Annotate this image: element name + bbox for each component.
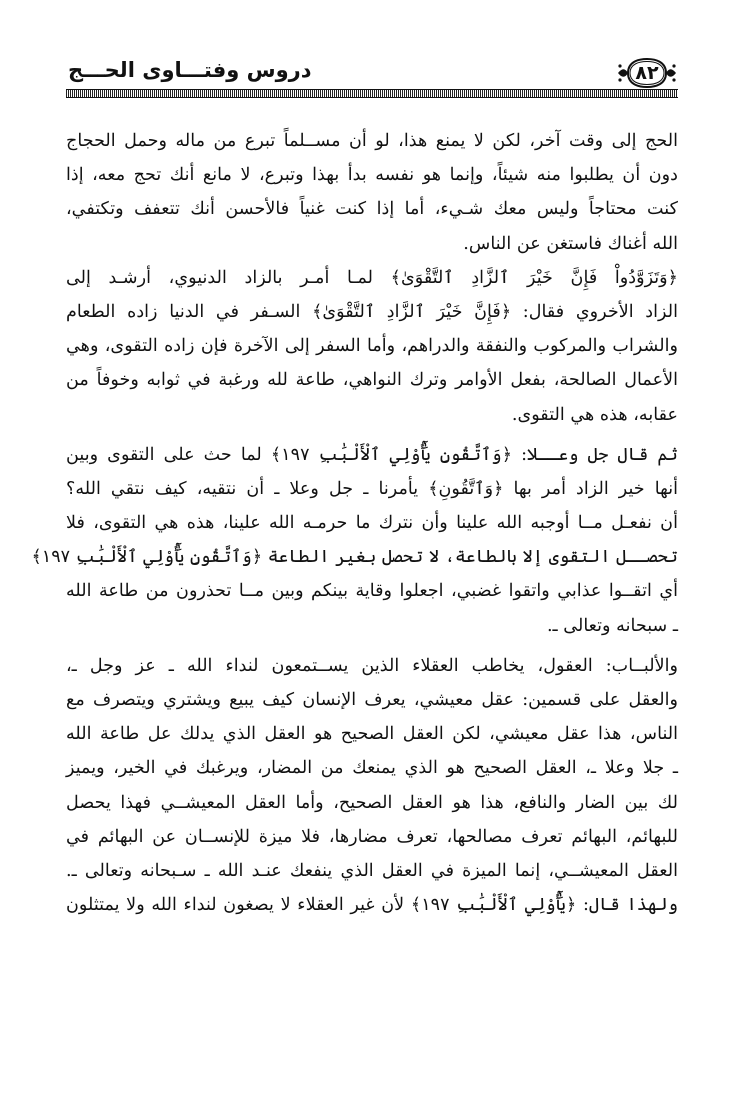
text-line: ﴿وَتَزَوَّدُواْ فَإِنَّ خَيْرَ ٱلزَّادِ ٱلتَّقْوَىٰ﴾ لمـا أمـر بالزاد الدنيوي، أرشـد إلى [66,267,678,288]
text-line: ولهذا قال: ﴿يَٰٓأُوْلِي ٱلْأَلْبَٰبِ ١٩٧﴾ لأن غير العقلاء لا يصغون لنداء الله ولا يمتثلون [66,895,679,916]
text-line: ـ سبحانه وتعالى ـ. [546,615,678,636]
text-line: دون أن يطلبوا منه شيئاً، وإنما هو نفسه بدأ بهذا وتبرع، لا مانع أنك تحج معه، إذا [66,165,678,186]
text-line: لك بين الضار والنافع، هذا هو العقل الصحيح، وأما العقل المعيشــي فهذا يحصل [66,792,678,813]
text-line: العقل المعيشــي، إنما الميزة في العقل الذي ينفعك عنـد الله ـ سـبحانه وتعالى ـ. [66,860,678,881]
text-line: ثم قال جل وعــلا: ﴿وَٱتَّقُونِ يَٰٓأُوْلِي ٱلْأَلْبَٰبِ ١٩٧﴾ لما حث على التقوى وبين [66,444,678,465]
paragraph [66,649,678,923]
page-number: ٨٢ [635,62,659,84]
text-line: والعقل على قسمين: عقل معيشي، يعرف الإنسان كيف يبيع ويشتري ويتصرف مع [66,690,678,710]
text-line: عقابه، هذه هي التقوى. [511,404,678,425]
text-line: كنت محتاجاً وليس معك شـيء، أما إذا كنت غنياً فالأحسن أنك تتعفف وتكتفي، [66,199,678,220]
text-line: الأعمال الصالحة، بفعل الأوامر وترك النواهي، طاعة لله ورغبة في ثوابه وخوفاً من [66,370,678,391]
running-title: دروس وفتـــاوى الحـــج [68,58,312,82]
paragraph [31,438,678,643]
text-line: الزاد الأخروي فقال: ﴿فَإِنَّ خَيْرَ ٱلزَّادِ ٱلتَّقْوَىٰ﴾ السـفر في الدنيا زاده الطعام [66,301,678,322]
text-line: والألبــاب: العقول، يخاطب العقلاء الذين يســتمعون لنداء الله ـ عز وجل ـ، [66,655,678,676]
text-line: أي اتقــوا عذابي واتقوا غضبي، اجعلوا وقاية بينكم وبين مــا تحذرون من طاعة الله [66,581,678,602]
text-line: والشراب والمركوب والنفقة والدراهم، وأما السفر إلى الآخرة فإن زاده التقوى، وهي [66,336,678,357]
text-line: أنها خير الزاد أمر بها ﴿وَٱتَّقُونِ﴾ يأمرنا ـ جل وعلا ـ أن نتقيه، كيف نتقي الله؟ [66,478,678,499]
text-line: ـ جلا وعلا ـ، العقل الصحيح هو الذي يمنعك من المضار، ويرغبك في الخير، ويميز [66,758,678,779]
text-line: تحصــل التقوى إلا بالطاعة، لا تحصل بغير الطاعة ﴿وَٱتَّقُونِ يَٰٓأُوْلِي ٱلْأَلْبَٰبِ ١٩٧﴾ [31,547,678,568]
page-header [66,56,678,92]
text-line: الحج إلى وقت آخر، لكن لا يمنع هذا، لو أن مســلماً تبرع من ماله وحمل الحجاج [66,131,678,151]
text-line: للبهائم، البهائم تعرف مصالحها، تعرف مضارها، فلا ميزة للإنســان عن البهائم في [66,826,678,847]
header-divider [66,89,678,98]
body-text [31,124,679,922]
paragraph [66,261,678,432]
text-line: أن نفعـل مــا أوجبه الله علينا وأن نترك ما حرمـه الله علينا، هذه هي التقوى، فلا [66,513,678,534]
text-line: الله أغناك فاستغن عن الناس. [463,233,678,254]
text-line: الناس، هذا عقل معيشي، لكن العقل الصحيح هو العقل الذي يدلك عل طاعة الله [66,724,678,745]
paragraph [66,124,678,261]
